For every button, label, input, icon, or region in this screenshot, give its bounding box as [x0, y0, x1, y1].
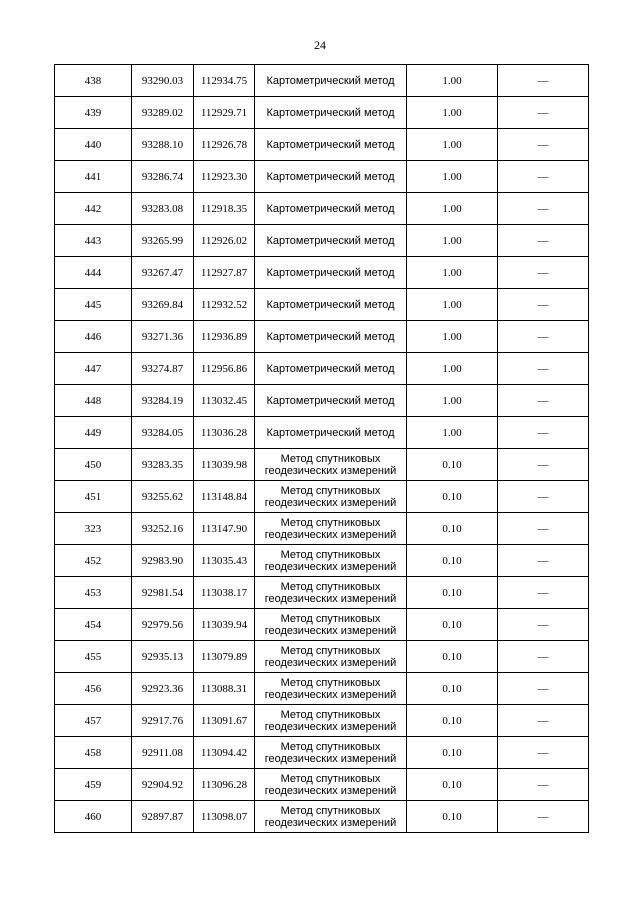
y-coordinate-cell: 113035.43	[194, 545, 255, 577]
method-cell: Метод спутниковых геодезических измерений	[255, 673, 407, 705]
x-coordinate-cell: 93269.84	[132, 289, 194, 321]
note-cell: —	[498, 417, 589, 449]
accuracy-cell: 0.10	[407, 545, 498, 577]
y-coordinate-cell: 113094.42	[194, 737, 255, 769]
accuracy-cell: 0.10	[407, 449, 498, 481]
y-coordinate-cell: 112927.87	[194, 257, 255, 289]
point-number-cell: 458	[55, 737, 132, 769]
point-number-cell: 450	[55, 449, 132, 481]
note-cell: —	[498, 289, 589, 321]
x-coordinate-cell: 93265.99	[132, 225, 194, 257]
note-cell: —	[498, 641, 589, 673]
y-coordinate-cell: 113096.28	[194, 769, 255, 801]
y-coordinate-cell: 112934.75	[194, 65, 255, 97]
note-cell: —	[498, 257, 589, 289]
table-row	[55, 129, 589, 161]
note-cell: —	[498, 161, 589, 193]
y-coordinate-cell: 113079.89	[194, 641, 255, 673]
point-number-cell: 323	[55, 513, 132, 545]
y-coordinate-cell: 113036.28	[194, 417, 255, 449]
note-cell: —	[498, 801, 589, 833]
method-cell: Метод спутниковых геодезических измерений	[255, 737, 407, 769]
x-coordinate-cell: 92897.87	[132, 801, 194, 833]
point-number-cell: 456	[55, 673, 132, 705]
table-body	[55, 65, 589, 833]
method-cell: Метод спутниковых геодезических измерений	[255, 705, 407, 737]
method-cell: Картометрический метод	[255, 417, 407, 449]
x-coordinate-cell: 92917.76	[132, 705, 194, 737]
method-cell: Картометрический метод	[255, 321, 407, 353]
accuracy-cell: 1.00	[407, 129, 498, 161]
table-row	[55, 193, 589, 225]
x-coordinate-cell: 92935.13	[132, 641, 194, 673]
note-cell: —	[498, 321, 589, 353]
table-row	[55, 673, 589, 705]
y-coordinate-cell: 112956.86	[194, 353, 255, 385]
accuracy-cell: 0.10	[407, 673, 498, 705]
method-cell: Метод спутниковых геодезических измерений	[255, 481, 407, 513]
y-coordinate-cell: 112926.02	[194, 225, 255, 257]
y-coordinate-cell: 113091.67	[194, 705, 255, 737]
accuracy-cell: 1.00	[407, 417, 498, 449]
note-cell: —	[498, 225, 589, 257]
x-coordinate-cell: 92911.08	[132, 737, 194, 769]
method-cell: Метод спутниковых геодезических измерений	[255, 641, 407, 673]
accuracy-cell: 0.10	[407, 609, 498, 641]
accuracy-cell: 0.10	[407, 513, 498, 545]
accuracy-cell: 1.00	[407, 65, 498, 97]
table-row	[55, 385, 589, 417]
x-coordinate-cell: 93274.87	[132, 353, 194, 385]
table-row	[55, 705, 589, 737]
method-cell: Картометрический метод	[255, 385, 407, 417]
table-row	[55, 417, 589, 449]
table-row	[55, 737, 589, 769]
x-coordinate-cell: 93267.47	[132, 257, 194, 289]
point-number-cell: 439	[55, 97, 132, 129]
method-cell: Метод спутниковых геодезических измерений	[255, 449, 407, 481]
table-row	[55, 97, 589, 129]
table-row	[55, 577, 589, 609]
point-number-cell: 441	[55, 161, 132, 193]
accuracy-cell: 1.00	[407, 385, 498, 417]
method-cell: Метод спутниковых геодезических измерений	[255, 545, 407, 577]
table-row	[55, 481, 589, 513]
method-cell: Метод спутниковых геодезических измерений	[255, 609, 407, 641]
table-row	[55, 801, 589, 833]
x-coordinate-cell: 92923.36	[132, 673, 194, 705]
table-row	[55, 353, 589, 385]
table-row	[55, 545, 589, 577]
point-number-cell: 455	[55, 641, 132, 673]
y-coordinate-cell: 113032.45	[194, 385, 255, 417]
table-row	[55, 641, 589, 673]
note-cell: —	[498, 673, 589, 705]
accuracy-cell: 1.00	[407, 193, 498, 225]
accuracy-cell: 1.00	[407, 225, 498, 257]
point-number-cell: 445	[55, 289, 132, 321]
method-cell: Картометрический метод	[255, 257, 407, 289]
page-number: 24	[314, 38, 326, 52]
accuracy-cell: 1.00	[407, 97, 498, 129]
table-row	[55, 289, 589, 321]
y-coordinate-cell: 112932.52	[194, 289, 255, 321]
note-cell: —	[498, 609, 589, 641]
note-cell: —	[498, 545, 589, 577]
point-number-cell: 448	[55, 385, 132, 417]
y-coordinate-cell: 113039.94	[194, 609, 255, 641]
method-cell: Картометрический метод	[255, 129, 407, 161]
method-cell: Картометрический метод	[255, 161, 407, 193]
y-coordinate-cell: 113038.17	[194, 577, 255, 609]
y-coordinate-cell: 112929.71	[194, 97, 255, 129]
accuracy-cell: 0.10	[407, 769, 498, 801]
accuracy-cell: 0.10	[407, 737, 498, 769]
table-row	[55, 513, 589, 545]
accuracy-cell: 1.00	[407, 289, 498, 321]
point-number-cell: 443	[55, 225, 132, 257]
x-coordinate-cell: 93271.36	[132, 321, 194, 353]
note-cell: —	[498, 449, 589, 481]
point-number-cell: 453	[55, 577, 132, 609]
y-coordinate-cell: 113147.90	[194, 513, 255, 545]
note-cell: —	[498, 705, 589, 737]
x-coordinate-cell: 93289.02	[132, 97, 194, 129]
accuracy-cell: 1.00	[407, 321, 498, 353]
x-coordinate-cell: 93284.05	[132, 417, 194, 449]
method-cell: Картометрический метод	[255, 353, 407, 385]
method-cell: Метод спутниковых геодезических измерений	[255, 801, 407, 833]
y-coordinate-cell: 112923.30	[194, 161, 255, 193]
note-cell: —	[498, 577, 589, 609]
accuracy-cell: 0.10	[407, 705, 498, 737]
x-coordinate-cell: 92904.92	[132, 769, 194, 801]
x-coordinate-cell: 93283.35	[132, 449, 194, 481]
accuracy-cell: 1.00	[407, 257, 498, 289]
note-cell: —	[498, 737, 589, 769]
note-cell: —	[498, 97, 589, 129]
accuracy-cell: 0.10	[407, 481, 498, 513]
table-row	[55, 65, 589, 97]
method-cell: Картометрический метод	[255, 65, 407, 97]
point-number-cell: 442	[55, 193, 132, 225]
y-coordinate-cell: 112926.78	[194, 129, 255, 161]
table-row	[55, 225, 589, 257]
method-cell: Картометрический метод	[255, 193, 407, 225]
point-number-cell: 447	[55, 353, 132, 385]
point-number-cell: 454	[55, 609, 132, 641]
table-row	[55, 769, 589, 801]
accuracy-cell: 0.10	[407, 641, 498, 673]
coordinates-table	[54, 64, 589, 833]
y-coordinate-cell: 113088.31	[194, 673, 255, 705]
point-number-cell: 457	[55, 705, 132, 737]
note-cell: —	[498, 193, 589, 225]
note-cell: —	[498, 65, 589, 97]
point-number-cell: 438	[55, 65, 132, 97]
method-cell: Метод спутниковых геодезических измерений	[255, 769, 407, 801]
x-coordinate-cell: 93255.62	[132, 481, 194, 513]
x-coordinate-cell: 93284.19	[132, 385, 194, 417]
x-coordinate-cell: 93286.74	[132, 161, 194, 193]
point-number-cell: 459	[55, 769, 132, 801]
note-cell: —	[498, 385, 589, 417]
table-row	[55, 257, 589, 289]
x-coordinate-cell: 92981.54	[132, 577, 194, 609]
method-cell: Метод спутниковых геодезических измерений	[255, 577, 407, 609]
y-coordinate-cell: 112918.35	[194, 193, 255, 225]
x-coordinate-cell: 92983.90	[132, 545, 194, 577]
note-cell: —	[498, 513, 589, 545]
accuracy-cell: 0.10	[407, 801, 498, 833]
accuracy-cell: 1.00	[407, 161, 498, 193]
point-number-cell: 460	[55, 801, 132, 833]
point-number-cell: 451	[55, 481, 132, 513]
x-coordinate-cell: 93252.16	[132, 513, 194, 545]
x-coordinate-cell: 92979.56	[132, 609, 194, 641]
method-cell: Метод спутниковых геодезических измерений	[255, 513, 407, 545]
table-row	[55, 449, 589, 481]
point-number-cell: 446	[55, 321, 132, 353]
table-row	[55, 321, 589, 353]
x-coordinate-cell: 93283.08	[132, 193, 194, 225]
note-cell: —	[498, 353, 589, 385]
table-row	[55, 161, 589, 193]
x-coordinate-cell: 93290.03	[132, 65, 194, 97]
accuracy-cell: 0.10	[407, 577, 498, 609]
x-coordinate-cell: 93288.10	[132, 129, 194, 161]
y-coordinate-cell: 113039.98	[194, 449, 255, 481]
point-number-cell: 440	[55, 129, 132, 161]
accuracy-cell: 1.00	[407, 353, 498, 385]
table-row	[55, 609, 589, 641]
method-cell: Картометрический метод	[255, 97, 407, 129]
note-cell: —	[498, 769, 589, 801]
point-number-cell: 444	[55, 257, 132, 289]
point-number-cell: 452	[55, 545, 132, 577]
method-cell: Картометрический метод	[255, 225, 407, 257]
note-cell: —	[498, 481, 589, 513]
point-number-cell: 449	[55, 417, 132, 449]
method-cell: Картометрический метод	[255, 289, 407, 321]
note-cell: —	[498, 129, 589, 161]
y-coordinate-cell: 112936.89	[194, 321, 255, 353]
y-coordinate-cell: 113148.84	[194, 481, 255, 513]
y-coordinate-cell: 113098.07	[194, 801, 255, 833]
